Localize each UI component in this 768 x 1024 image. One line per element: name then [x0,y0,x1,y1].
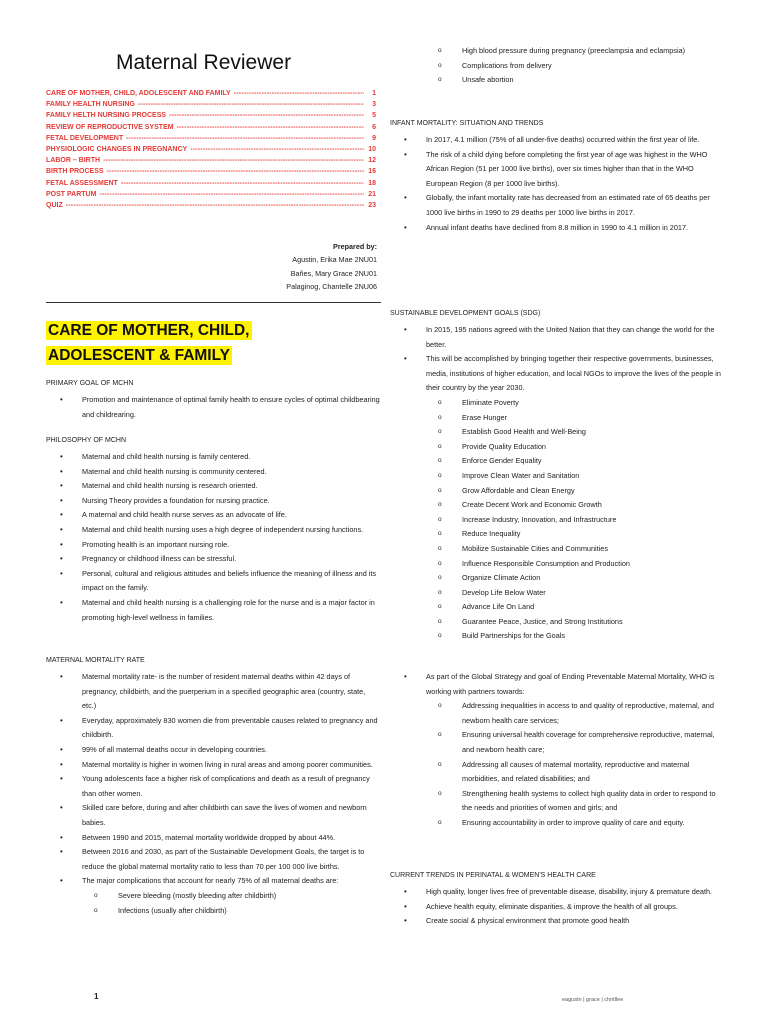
toc-label: LABOR – BIRTH [46,157,101,165]
sdg-goal: o Organize Climate Action [426,571,725,586]
section-heading: PRIMARY GOAL OF MCHN [46,380,134,387]
sdg-goal: o Mobilize Sustainable Cities and Communities [426,542,725,557]
sdg-section [390,308,725,644]
toc-entry[interactable] [46,200,376,211]
toc-page: 3 [372,101,376,109]
bullet-item: • Maternal and child health nursing is research oriented. [46,479,381,494]
sub-bullet-item: o Unsafe abortion [390,73,725,88]
toc-entry[interactable] [46,133,376,144]
document-title: Maternal Reviewer [116,51,292,74]
toc-label: FETAL DEVELOPMENT [46,134,124,142]
bullet-item: • Annual infant deaths have declined from 8.8 million in 1990 to 4.1 million in 2017. [390,221,725,236]
toc-leader [123,133,364,144]
philosophy-section [46,435,381,625]
sub-bullet-item: o Strengthening health systems to collect high quality data in order to respond to the needs and priorities of women and girls; and [426,787,725,816]
bullet-item: • The major complications that account for nearly 75% of all maternal deaths are: [46,874,381,889]
toc-leader [174,122,364,133]
toc-label: FAMILY HEALTH NURSING [46,101,135,109]
sdg-goal: o Create Decent Work and Economic Growth [426,498,725,513]
bullet-item: • Promoting health is an important nursing role. [46,538,381,553]
page-number: 1 [94,992,99,1001]
infant-mortality-section [390,118,725,235]
sub-bullet-item: o Addressing inequalities in access to and quality of reproductive, maternal, and newborn health care services; [426,699,725,728]
toc-entry[interactable] [46,122,376,133]
toc-leader [135,99,364,110]
section-divider [46,302,381,303]
bullet-item: • Achieve health equity, eliminate disparities, & improve the health of all groups. [390,900,725,915]
toc-page: 21 [368,190,376,198]
toc-leader [187,144,364,155]
bullet-item: • The risk of a child dying before completing the first year of age was highest in the WHO African Region (51 per 1000 live births), over six times higher than that in the WHO European Region (8 per 1000 live births). [390,148,725,192]
bullet-item: • Between 1990 and 2015, maternal mortality worldwide dropped by about 44%. [46,831,381,846]
bullet-text: As part of the Global Strategy and goal of Ending Preventable Maternal Mortality, WHO is working with partners towards: [426,672,715,696]
section-heading: CURRENT TRENDS IN PERINATAL & WOMEN'S HEALTH CARE [390,872,596,879]
toc-leader [100,155,364,166]
toc-page: 18 [368,179,376,187]
bullet-item: • Between 2016 and 2030, as part of the Sustainable Development Goals, the target is to reduce the global maternal mortality ratio to less than 70 per 100 000 live births. [46,845,381,874]
chapter-heading-text: CARE OF MOTHER, CHILD, ADOLESCENT & FAMILY [48,322,250,364]
sdg-goal: o Eliminate Poverty [426,396,725,411]
toc-page: 5 [372,112,376,120]
bullet-item [390,670,725,831]
bullet-item: • Maternal mortality is higher in women living in rural areas and among poorer communities. [46,758,381,773]
toc-entry[interactable] [46,155,376,166]
sub-bullet-item: o High blood pressure during pregnancy (preeclampsia and eclampsia) [390,44,725,59]
bullet-item: • High quality, longer lives free of preventable disease, disability, injury & premature death. [390,885,725,900]
sub-bullet-item: o Ensuring universal health coverage for comprehensive reproductive, maternal, and newborn health care; [426,728,725,757]
sub-bullet-item: o Ensuring accountability in order to improve quality of care and equity. [426,816,725,831]
bullet-item: • Maternal and child health nursing is family centered. [46,450,381,465]
sdg-goal: o Grow Affordable and Clean Energy [426,484,725,499]
toc-label: FAMILY HELTH NURSING PROCESS [46,112,167,120]
toc-leader [166,110,364,121]
sdg-goal: o Establish Good Health and Well-Being [426,425,725,440]
toc-entry[interactable] [46,88,376,99]
section-heading: INFANT MORTALITY: SITUATION AND TRENDS [390,120,544,127]
toc-entry[interactable] [46,99,376,110]
toc-entry[interactable] [46,178,376,189]
toc-leader [118,178,364,189]
sdg-goal: o Increase Industry, Innovation, and Infrastructure [426,513,725,528]
toc-label: CARE OF MOTHER, CHILD, ADOLESCENT AND FAMILY [46,90,231,97]
bullet-item: • In 2017, 4.1 million (75% of all under-five deaths) occurred within the first year of life. [390,133,725,148]
toc-label: PHYSIOLOGIC CHANGES IN PREGNANCY [46,146,188,154]
sub-bullet-item: o Complications from delivery [390,59,725,74]
toc-page: 12 [368,157,376,165]
toc-page: 9 [372,134,376,142]
section-heading: SUSTAINABLE DEVELOPMENT GOALS (SDG) [390,310,541,317]
current-trends-section [390,870,725,929]
toc-page: 10 [368,146,376,154]
footer-credit: eagustn | grace | chntllee [562,997,624,1003]
sub-bullet-item: o Infections (usually after childbirth) [46,904,381,919]
bullet-text: This will be accomplished by bringing together their respective governments, businesses, media, institutions of higher education, and local NGOs to improve the lives of the people in their country by the year 2030. [426,354,721,393]
prepared-by-block [286,240,377,293]
section-heading: MATERNAL MORTALITY RATE [46,657,145,664]
who-strategy-section [390,670,725,831]
sdg-goal: o Guarantee Peace, Justice, and Strong Institutions [426,615,725,630]
sdg-goal: o Enforce Gender Equality [426,454,725,469]
strategy-list [426,699,725,830]
toc-entry[interactable] [46,189,376,200]
sdg-goal: o Reduce Inequality [426,527,725,542]
toc-label: POST PARTUM [46,190,97,198]
bullet-item: • Personal, cultural and religious attitudes and beliefs influence the meaning of illness and its impact on the family. [46,567,381,596]
bullet-item: • Globally, the infant mortality rate has decreased from an estimated rate of 65 deaths per 1000 live births in 1990 to 29 deaths per 1000 live births in 2017. [390,191,725,220]
sdg-goals-list [426,396,725,644]
toc-leader [104,166,364,177]
primary-goal-section [46,378,381,422]
author-name: Agustin, Erika Mae 2NU01 [292,255,377,265]
sub-bullet-item: o Severe bleeding (mostly bleeding after childbirth) [46,889,381,904]
toc-entry[interactable] [46,110,376,121]
table-of-contents [46,88,376,211]
toc-leader [231,88,364,99]
bullet-item: • Maternal and child health nursing is a challenging role for the nurse and is a major factor in promoting high-level wellness in families. [46,596,381,625]
bullet-item: • Maternal and child health nursing is community centered. [46,465,381,480]
author-name: Bañes, Mary Grace 2NU01 [290,268,377,278]
section-heading: PHILOSOPHY OF MCHN [46,437,126,444]
toc-leader [96,189,364,200]
sdg-goal: o Build Partnerships for the Goals [426,629,725,644]
toc-label: BIRTH PROCESS [46,168,104,176]
sdg-goal: o Develop Life Below Water [426,586,725,601]
toc-label: FETAL ASSESSMENT [46,179,118,187]
toc-page: 16 [368,168,376,176]
bullet-item [390,352,725,644]
toc-page: 1 [372,90,376,97]
toc-label: REVIEW OF REPRODUCTIVE SYSTEM [46,123,174,131]
toc-page: 6 [372,123,376,131]
toc-leader [63,200,364,211]
sub-bullet-item: o Addressing all causes of maternal mortality, reproductive and maternal morbidities, and related disabilities; and [426,758,725,787]
sdg-goal: o Influence Responsible Consumption and Production [426,557,725,572]
bullet-item: • Promotion and maintenance of optimal family health to ensure cycles of optimal childbearing and childrearing. [46,393,381,422]
sdg-goal: o Advance Life On Land [426,600,725,615]
bullet-item: • Young adolescents face a higher risk of complications and death as a result of pregnancy than other women. [46,772,381,801]
bullet-item: • Skilled care before, during and after childbirth can save the lives of women and newborn babies. [46,801,381,830]
prepared-by-heading: Prepared by: [333,242,377,251]
author-name: Palaginog, Chantelle 2NU06 [286,281,377,291]
chapter-heading [46,318,271,368]
bullet-item: • In 2015, 195 nations agreed with the United Nation that they can change the world for the better. [390,323,725,352]
bullet-item: • Pregnancy or childhood illness can be stressful. [46,552,381,567]
bullet-item: • Maternal mortality rate- is the number of resident maternal deaths within 42 days of pregnancy, childbirth, and the puerperium in a specified geographic area (country, state, etc.) [46,670,381,714]
toc-label: QUIZ [46,202,63,210]
sdg-goal: o Improve Clean Water and Sanitation [426,469,725,484]
bullet-item: • Everyday, approximately 830 women die from preventable causes related to pregnancy and childbirth. [46,714,381,743]
toc-entry[interactable] [46,144,376,155]
bullet-item: • Nursing Theory provides a foundation for nursing practice. [46,494,381,509]
toc-entry[interactable] [46,166,376,177]
sdg-goal: o Provide Quality Education [426,440,725,455]
bullet-item: • 99% of all maternal deaths occur in developing countries. [46,743,381,758]
bullet-item: • Create social & physical environment that promote good health [390,914,725,929]
bullet-item: • Maternal and child health nursing uses a high degree of independent nursing functions. [46,523,381,538]
bullet-item: • A maternal and child health nurse serves as an advocate of life. [46,508,381,523]
complications-continued [390,44,725,88]
toc-page: 23 [368,202,376,210]
maternal-mortality-section [46,655,381,918]
sdg-goal: o Erase Hunger [426,411,725,426]
